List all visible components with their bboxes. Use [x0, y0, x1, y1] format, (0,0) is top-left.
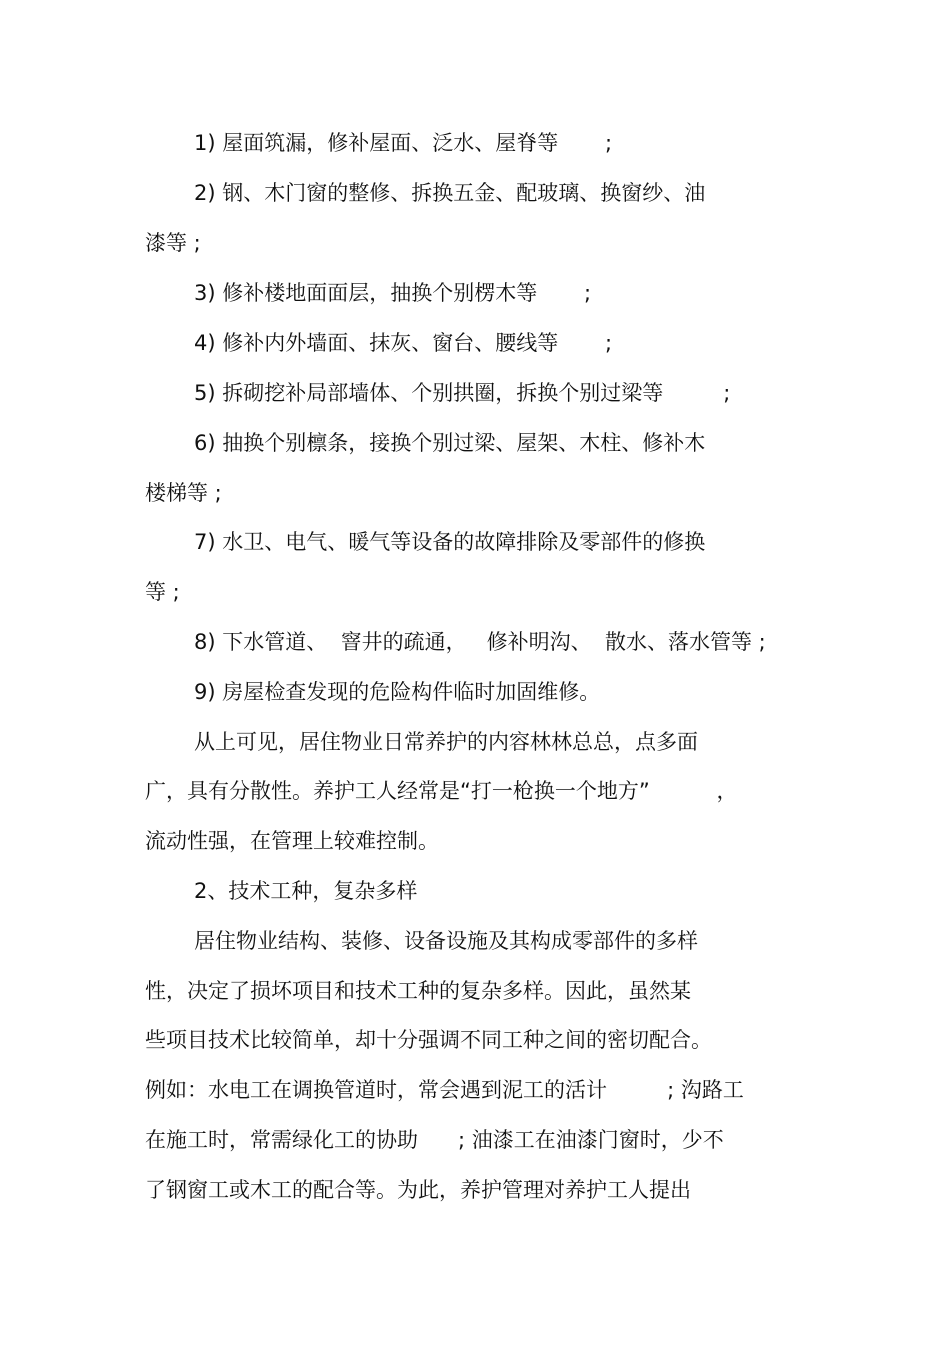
- list-item-1: 1) 屋面筑漏，修补屋面、泛水、屋脊等 ;: [194, 131, 613, 155]
- list-item-7-cont: 等 ;: [145, 580, 180, 604]
- paragraph-line: 居住物业结构、装修、设备设施及其构成零部件的多样: [194, 929, 698, 953]
- list-item-6: 6) 抽换个别檩条，接换个别过梁、屋架、木柱、修补木: [194, 431, 706, 455]
- list-item-2: 2) 钢、木门窗的整修、拆换五金、配玻璃、换窗纱、油: [194, 181, 706, 205]
- list-item-2-cont: 漆等 ;: [145, 231, 201, 255]
- list-item-6-cont: 楼梯等 ;: [145, 481, 222, 505]
- section-heading: 2、技术工种，复杂多样: [194, 879, 418, 903]
- paragraph-line: 在施工时，常需绿化工的协助 ; 油漆工在油漆门窗时，少不: [145, 1128, 724, 1152]
- paragraph-line: 广，具有分散性。养护工人经常是“打一枪换一个地方” ，: [145, 779, 738, 803]
- list-item-3: 3) 修补楼地面面层，抽换个别楞木等 ;: [194, 281, 592, 305]
- list-item-5: 5) 拆砌挖补局部墙体、个别拱圈，拆换个别过梁等 ;: [194, 381, 731, 405]
- paragraph-line: 从上可见，居住物业日常养护的内容林林总总，点多面: [194, 730, 698, 754]
- list-item-7: 7) 水卫、电气、暖气等设备的故障排除及零部件的修换: [194, 530, 706, 554]
- list-item-8: 8) 下水管道、 窨井的疏通， 修补明沟、 散水、落水管等 ;: [194, 630, 766, 654]
- paragraph-line: 例如：水电工在调换管道时，常会遇到泥工的活计 ; 沟路工: [145, 1078, 744, 1102]
- paragraph-line: 了钢窗工或木工的配合等。为此，养护管理对养护工人提出: [145, 1178, 691, 1202]
- paragraph-line: 流动性强，在管理上较难控制。: [145, 829, 439, 853]
- paragraph-line: 些项目技术比较简单，却十分强调不同工种之间的密切配合。: [145, 1028, 712, 1052]
- list-item-4: 4) 修补内外墙面、抹灰、窗台、腰线等 ;: [194, 331, 613, 355]
- list-item-9: 9) 房屋检查发现的危险构件临时加固维修。: [194, 680, 601, 704]
- paragraph-line: 性，决定了损坏项目和技术工种的复杂多样。因此，虽然某: [145, 979, 691, 1003]
